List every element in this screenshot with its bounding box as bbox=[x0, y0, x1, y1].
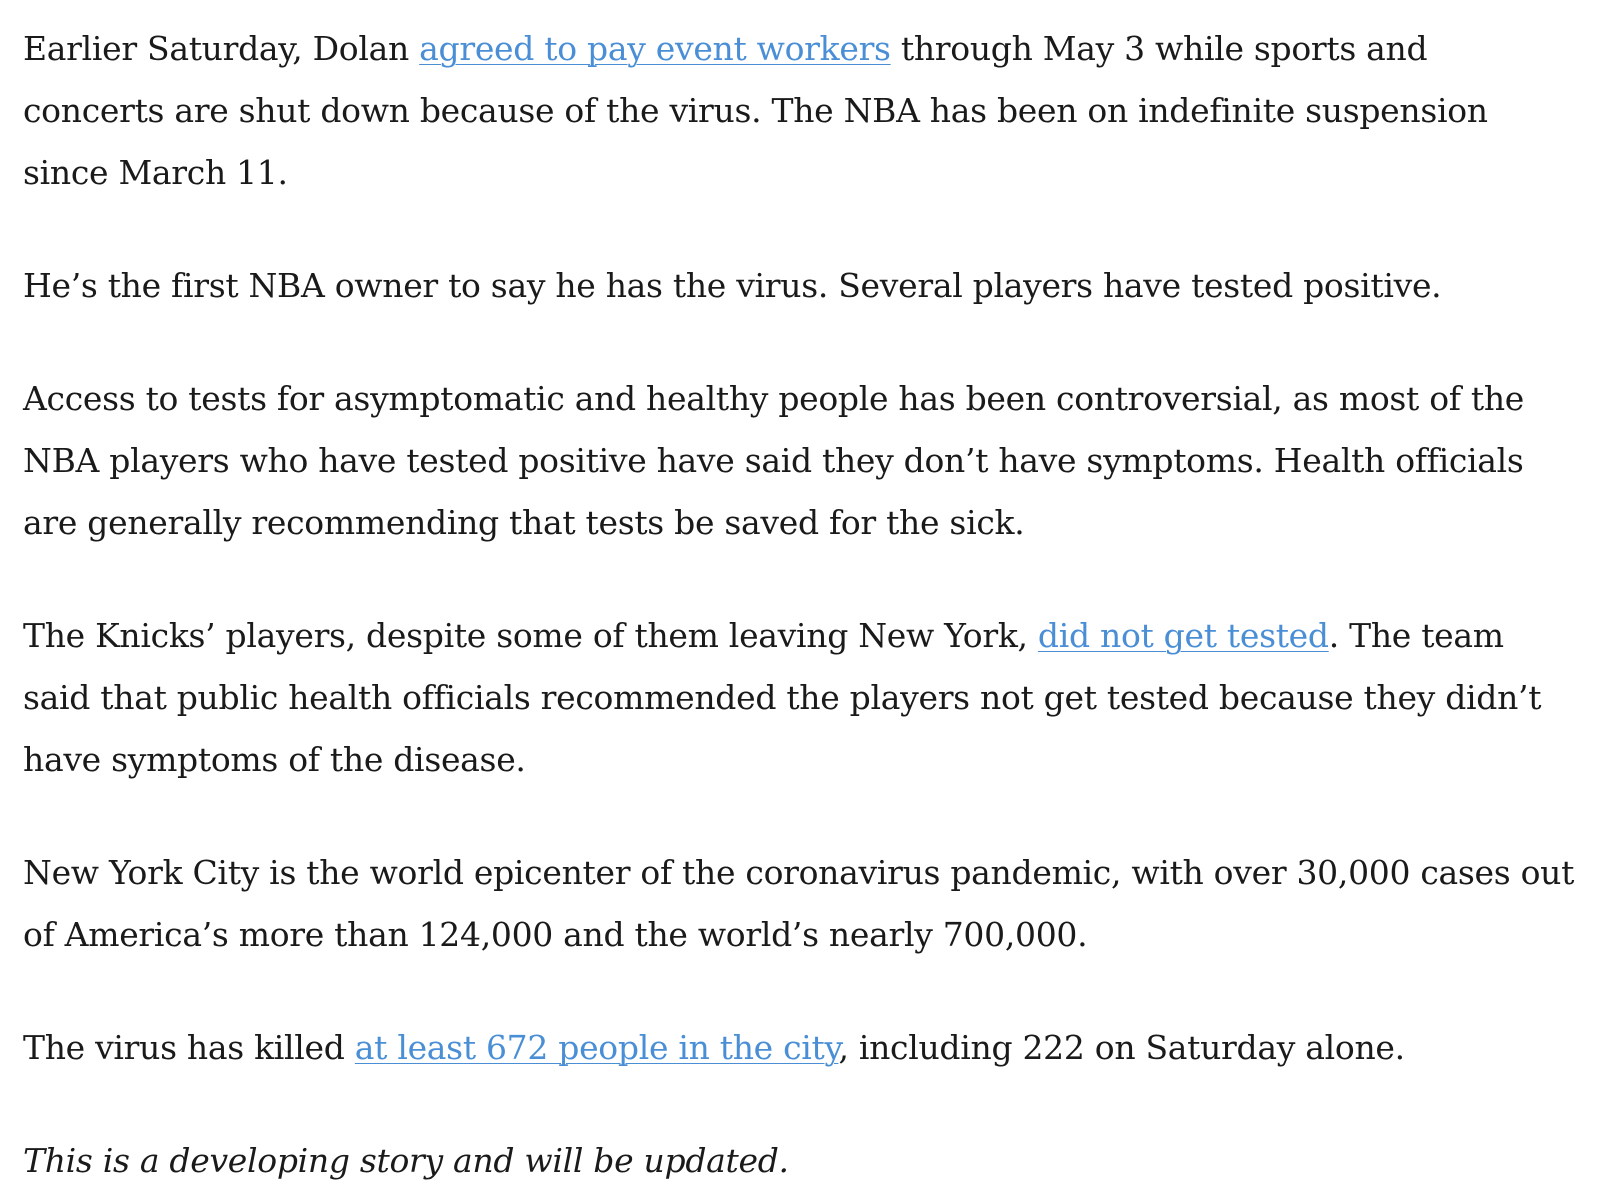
paragraph-text: This is a developing story and will be updated. bbox=[23, 1141, 789, 1180]
at-least-672-link[interactable]: at least 672 people in the city bbox=[354, 1028, 839, 1067]
paragraph-text: The Knicks’ players, despite some of them leaving New York, bbox=[23, 616, 1038, 655]
paragraph-test-access bbox=[23, 368, 1576, 554]
paragraph-first-owner bbox=[23, 255, 1576, 317]
did-not-get-tested-link[interactable]: did not get tested bbox=[1037, 616, 1329, 655]
paragraph-text: Earlier Saturday, Dolan bbox=[23, 29, 420, 68]
paragraph-text: , including 222 on Saturday alone. bbox=[838, 1028, 1405, 1067]
paragraph-text: Access to tests for asymptomatic and healthy people has been controversial, as most of the NBA players who have tested positive have said they don’t have symptoms. Health officials are generally recommending that tests be saved for the sick. bbox=[23, 379, 1525, 542]
paragraph-text: The virus has killed bbox=[23, 1028, 355, 1067]
paragraph-nyc-epicenter bbox=[23, 842, 1576, 966]
paragraph-dolan-pay bbox=[23, 18, 1576, 204]
agreed-to-pay-link[interactable]: agreed to pay event workers bbox=[419, 29, 891, 68]
developing-story-note bbox=[23, 1130, 1576, 1192]
paragraph-death-toll bbox=[23, 1017, 1576, 1079]
paragraph-text: He’s the first NBA owner to say he has the virus. Several players have tested positive. bbox=[23, 266, 1442, 305]
paragraph-knicks-players bbox=[23, 605, 1576, 791]
paragraph-text: through May 3 while sports and concerts are shut down because of the virus. The NBA has been on indefinite suspension since March 11. bbox=[23, 29, 1488, 192]
paragraph-text: . The team said that public health officials recommended the players not get tested because they didn’t have symptoms of the disease. bbox=[23, 616, 1542, 779]
paragraph-text: New York City is the world epicenter of the coronavirus pandemic, with over 30,000 cases out of America’s more than 124,000 and the world’s nearly 700,000. bbox=[23, 853, 1575, 954]
